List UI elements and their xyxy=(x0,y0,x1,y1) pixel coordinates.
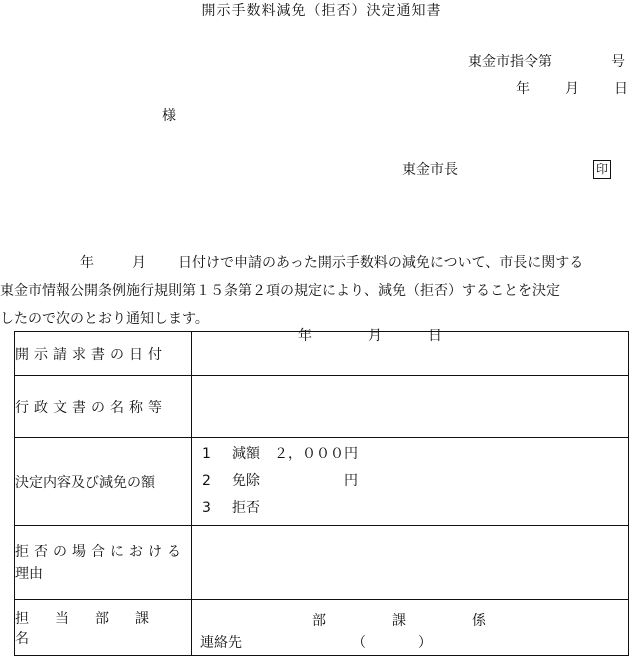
table-row xyxy=(15,600,629,656)
request-date-day: 日 xyxy=(428,328,442,344)
notice-form-table xyxy=(14,328,629,656)
issue-date-day: 日 xyxy=(614,81,628,97)
dept-cell xyxy=(192,600,629,656)
option-refusal: 3 拒否 xyxy=(202,500,260,516)
refusal-reason-label: 拒否の場合における 理由 xyxy=(15,526,192,600)
dept-ka: 課 xyxy=(392,612,406,629)
contact-line xyxy=(192,628,628,650)
dept-kakari: 係 xyxy=(472,612,486,629)
addressee-suffix: 様 xyxy=(162,108,176,124)
contact-label: 連絡先 xyxy=(200,634,242,651)
request-date-label: 開示請求書の日付 xyxy=(15,332,192,376)
dept-bu: 部 xyxy=(312,612,326,629)
issue-date-month: 月 xyxy=(565,81,579,97)
request-date-cell xyxy=(192,328,629,376)
option-reduction: 1 減額 ２，０００円 xyxy=(202,446,358,462)
seal-mark: 印 xyxy=(593,160,611,179)
table-row xyxy=(15,376,629,438)
body-line-2: 東金市情報公開条例施行規則第１５条第２項の規定により、減免（拒否）することを決定 xyxy=(0,283,560,299)
request-date-month: 月 xyxy=(368,328,382,344)
dept-line xyxy=(192,606,628,628)
table-row xyxy=(15,332,629,376)
table-row xyxy=(15,438,629,526)
body-year: 年 xyxy=(80,255,94,271)
option-exemption: 2 免除 円 xyxy=(202,473,358,489)
refusal-reason-value xyxy=(192,526,629,600)
contact-paren-open: （ xyxy=(352,634,366,651)
issue-date-year: 年 xyxy=(516,81,530,97)
body-line-3: したので次のとおり通知します。 xyxy=(0,311,209,327)
body-line-1-text: 日付けで申請のあった開示手数料の減免について、市長に関する xyxy=(178,255,584,271)
document-number-suffix: 号 xyxy=(611,54,625,70)
doc-name-label: 行政文書の名称等 xyxy=(15,376,192,438)
table-row xyxy=(15,526,629,600)
request-date-year: 年 xyxy=(298,328,312,344)
sender-name: 東金市長 xyxy=(402,162,458,178)
body-month: 月 xyxy=(132,255,146,271)
document-title: 開示手数料減免（拒否）決定通知書 xyxy=(201,3,442,19)
dept-label: 担当部課名 xyxy=(15,600,192,656)
contact-paren-close: ） xyxy=(418,634,432,651)
document-number-label: 東金市指令第 xyxy=(468,54,552,70)
decision-label: 決定内容及び減免の額 xyxy=(15,438,192,526)
decision-options xyxy=(192,438,629,526)
doc-name-value xyxy=(192,376,629,438)
